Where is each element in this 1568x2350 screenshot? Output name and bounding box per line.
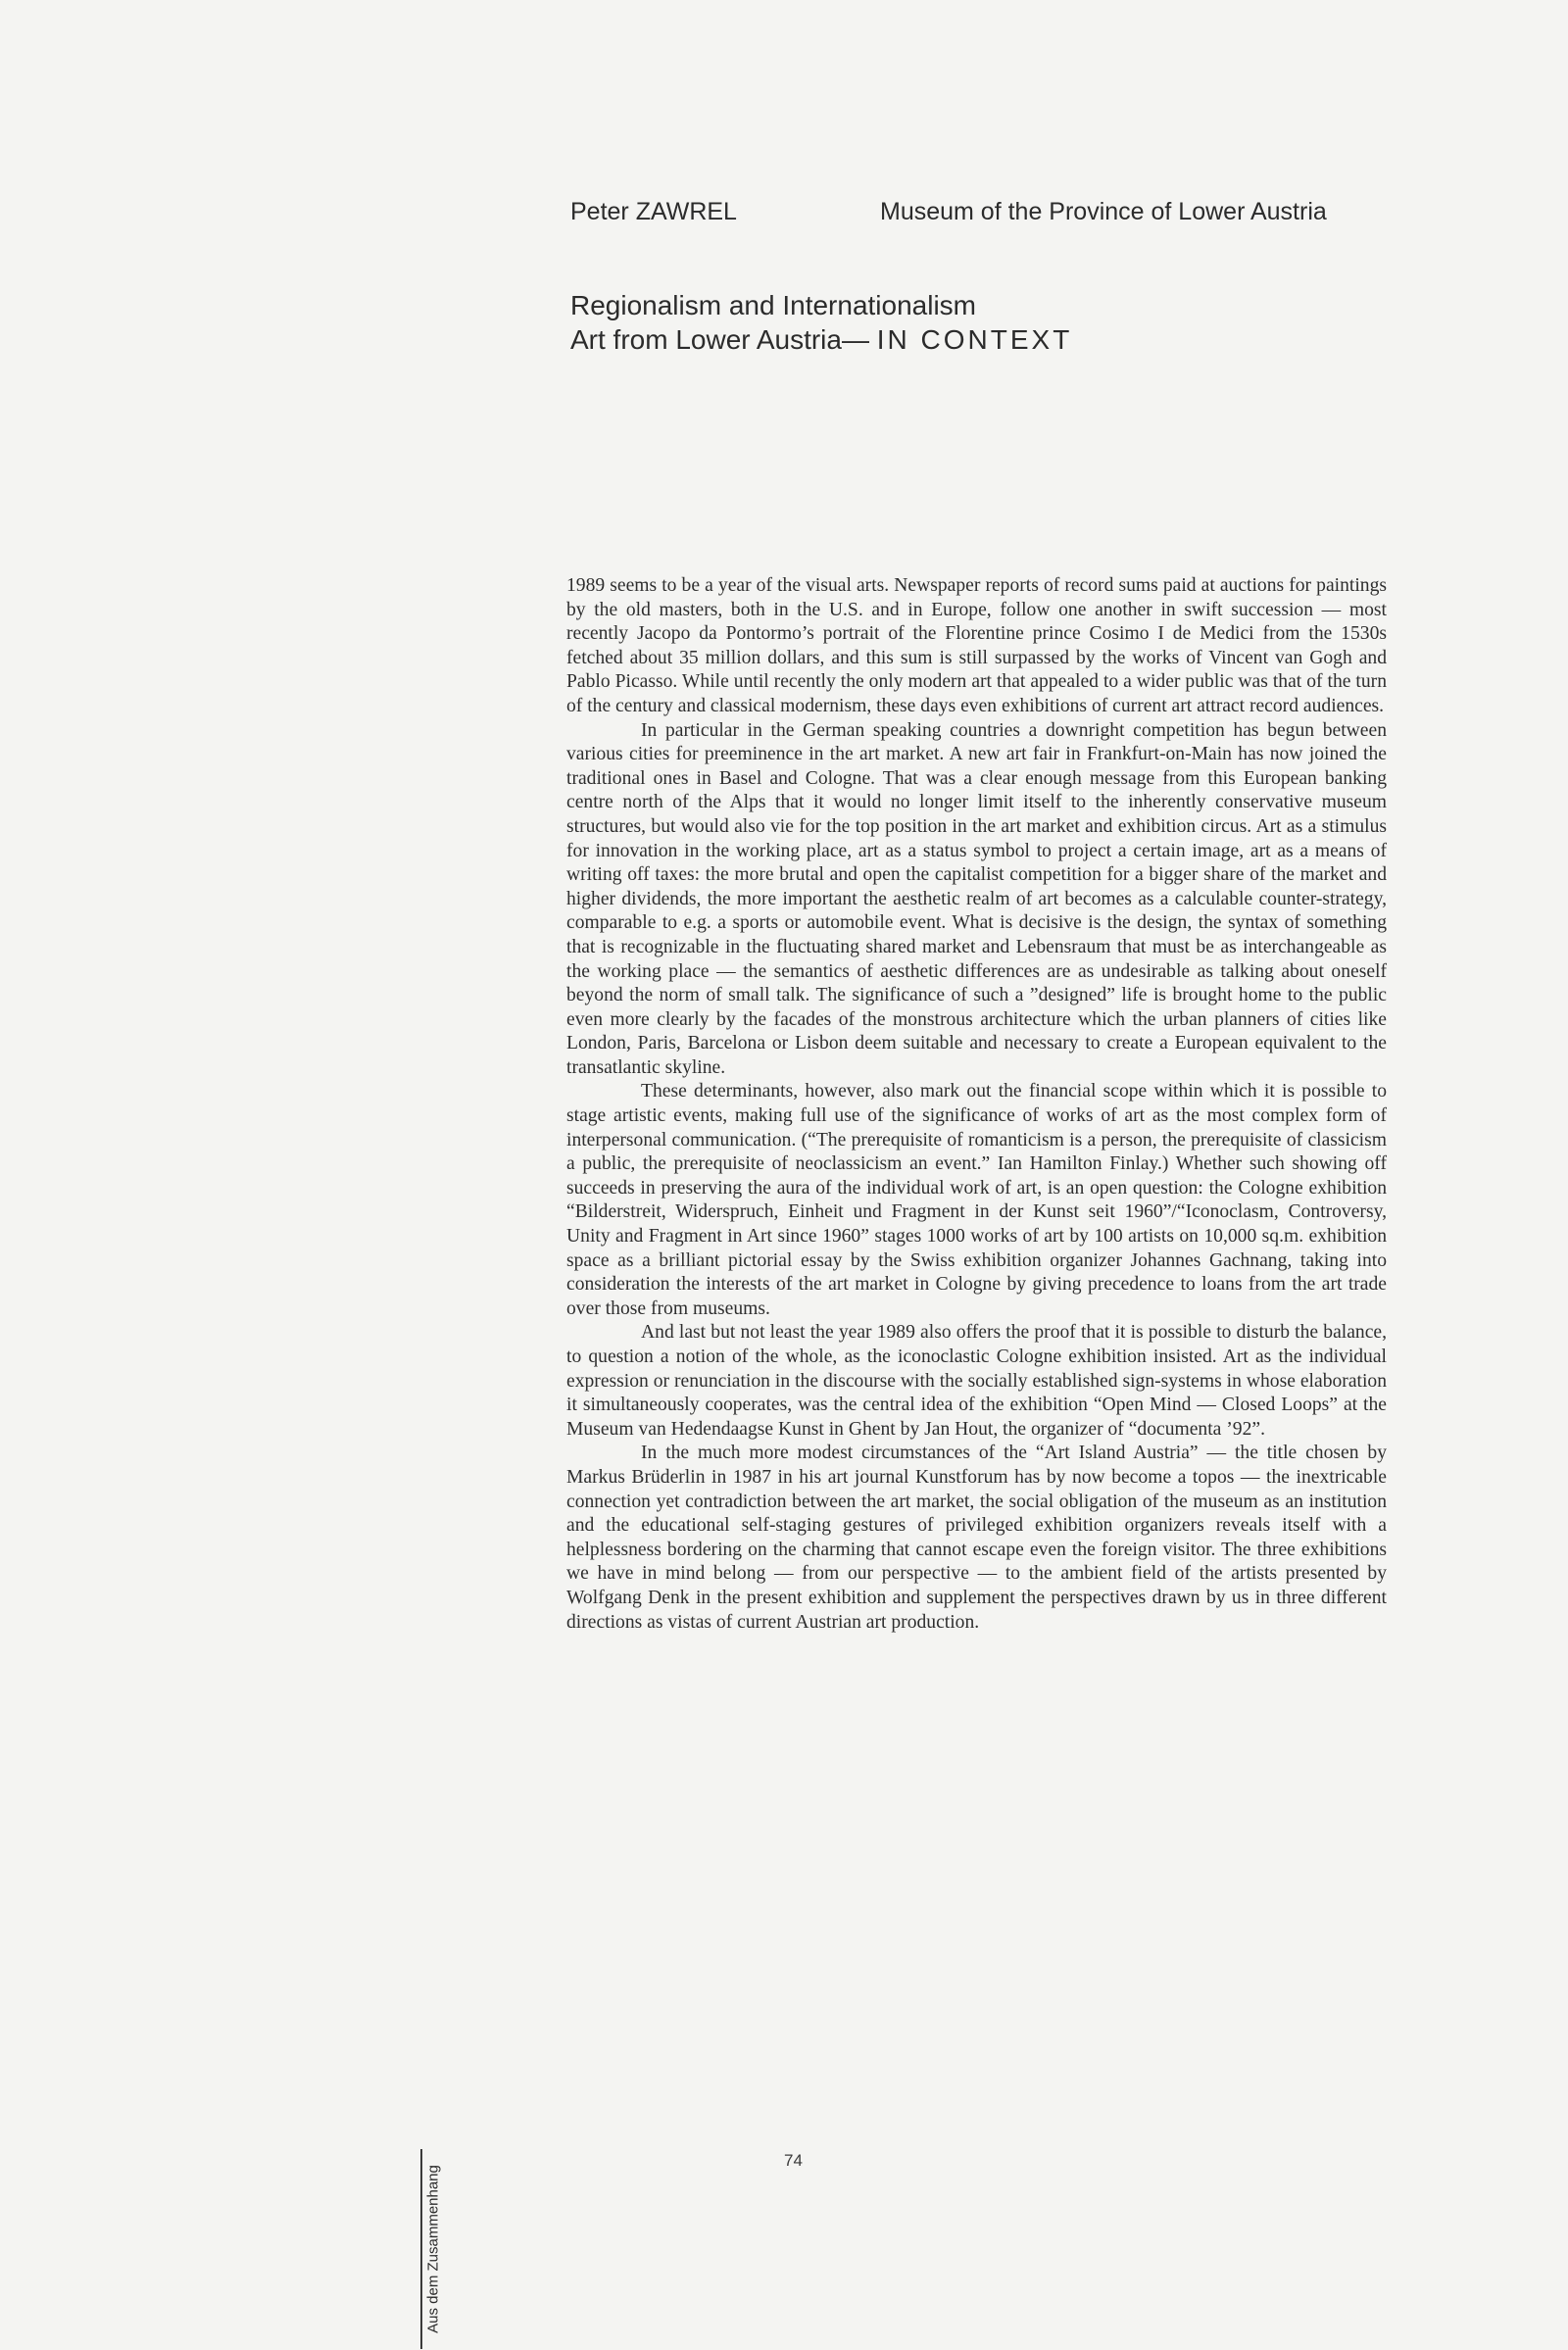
article-title: [570, 288, 1072, 357]
paragraph: In particular in the German speaking countries a downright competition has begun between various cities for preeminence in the art market. A new art fair in Frankfurt-on-Main has now joined the traditional ones in Basel and Cologne. That was a clear enough message from this European banking centre north of the Alps that it would no longer limit itself to the inherently conservative museum structures, but would also vie for the top position in the art market and exhibition circus. Art as a stimulus for innovation in the working place, art as a status symbol to project a certain image, art as a means of writing off taxes: the more brutal and open the capitalist competition for a bigger share of the market and higher dividends, the more important the aesthetic realm of art becomes as a calculable counter-strategy, comparable to e.g. a sports or automobile event. What is decisive is the design, the syntax of something that is recognizable in the fluctuating shared market and Lebensraum that must be as interchangeable as the working place — the semantics of aesthetic differences are as undesirable as talking about oneself beyond the norm of small talk. The significance of such a ”designed” life is brought home to the public even more clearly by the facades of the monstrous architecture which the urban planners of cities like London, Paris, Barcelona or Lisbon deem suitable and necessary to create a European equivalent to the transatlantic skyline.: [566, 719, 1387, 1078]
title-line-2-main: Art from Lower Austria—: [570, 324, 869, 355]
page-number: 74: [784, 2151, 803, 2170]
paragraph: These determinants, however, also mark out the financial scope within which it is possible to stage artistic events, making full use of the significance of works of art as the most complex form of interpersonal communication. (“The prerequisite of romanticism is a person, the prerequisite of classicism a public, the prerequisite of neoclassicism an event.” Ian Hamilton Finlay.) Whether such showing off succeeds in preserving the aura of the individual work of art, is an open question: the Cologne exhibition “Bilderstreit, Widerspruch, Einheit und Fragment in der Kunst seit 1960”/“Iconoclasm, Controversy, Unity and Fragment in Art since 1960” stages 1000 works of art by 100 artists on 10,000 sq.m. exhibition space as a brilliant pictorial essay by the Swiss exhibition organizer Johannes Gachnang, taking into consideration the interests of the art market in Cologne by giving precedence to loans from the art trade over those from museums.: [566, 1081, 1387, 1319]
title-context: IN CONTEXT: [876, 324, 1073, 355]
author-name: Peter ZAWREL: [570, 198, 737, 225]
paragraph: In the much more modest circumstances of the “Art Island Austria” — the title chosen by Markus Brüderlin in 1987 in his art journal Kunstforum has by now become a topos — the inextricable connection yet contradiction between the art market, the social obligation of the museum as an institution and the educational self-staging gestures of privileged exhibition organizers reveals itself with a helplessness bordering on the charming that cannot escape even the foreign visitor. The three exhibitions we have in mind belong — from our perspective — to the ambient field of the artists presented by Wolfgang Denk in the present exhibition and supplement the perspectives drawn by us in three different directions as vistas of current Austrian art production.: [566, 1443, 1387, 1633]
paragraph: And last but not least the year 1989 also offers the proof that it is possible to disturb the balance, to question a notion of the whole, as the iconoclastic Cologne exhibition insisted. Art as the individual expression or renunciation in the discourse with the socially established sign-systems in whose elaboration it simultaneously cooperates, was the central idea of the exhibition “Open Mind — Closed Loops” at the Museum van Hedendaagse Kunst in Ghent by Jan Hout, the organizer of “documenta ’92”.: [566, 1322, 1387, 1440]
title-line-1: Regionalism and Internationalism: [570, 290, 976, 320]
paragraph: 1989 seems to be a year of the visual arts. Newspaper reports of record sums paid at auctions for paintings by the old masters, both in the U.S. and in Europe, follow one another in swift succession — most recently Jacopo da Pontormo’s portrait of the Florentine prince Cosimo I de Medici from the 1530s fetched about 35 million dollars, and this sum is still surpassed by the works of Vincent van Gogh and Pablo Picasso. While until recently the only modern art that appealed to a wider public was that of the turn of the century and classical modernism, these days even exhibitions of current art attract record audiences.: [566, 575, 1387, 716]
institution-name: Museum of the Province of Lower Austria: [880, 198, 1327, 225]
article-body: [566, 574, 1387, 1635]
title-line-2: [570, 322, 1072, 357]
spine-label: Aus dem Zusammenhang: [424, 2165, 442, 2333]
